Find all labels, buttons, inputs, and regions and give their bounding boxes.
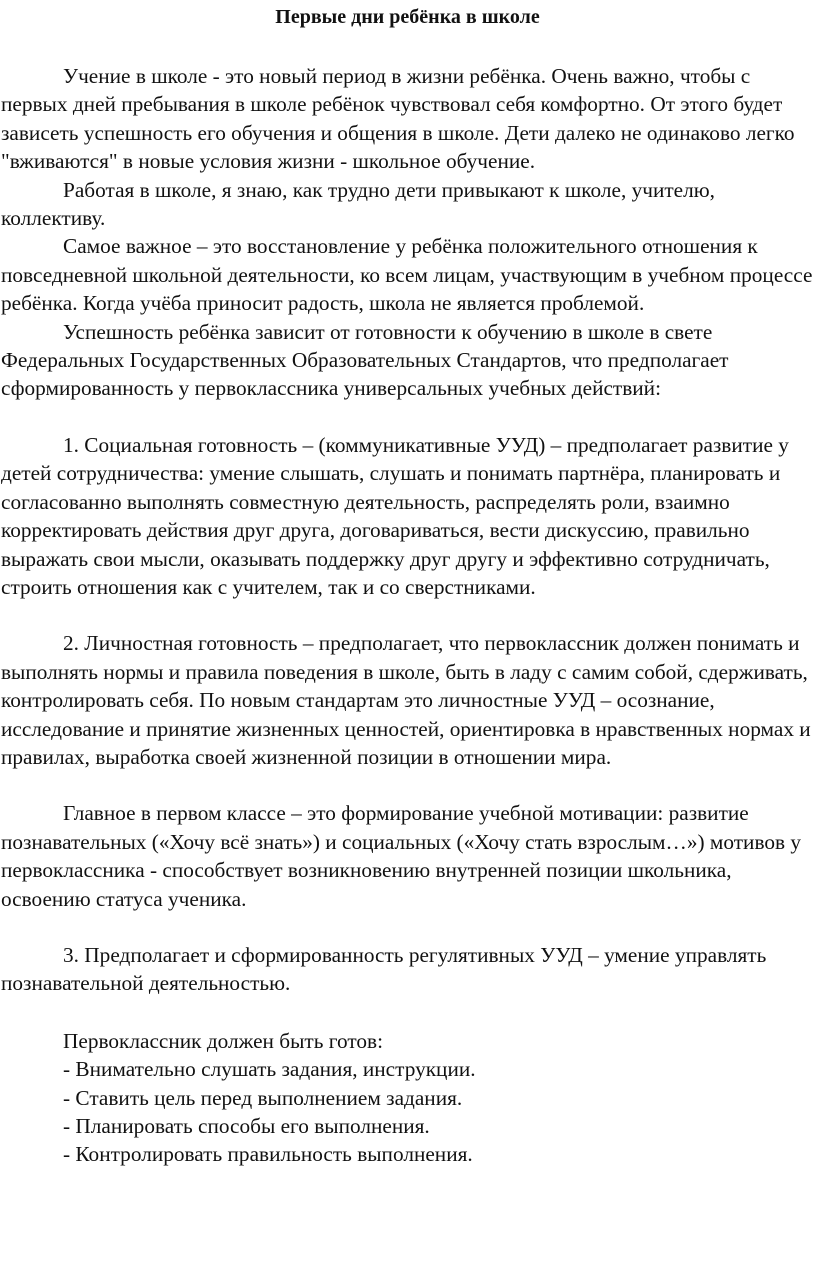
paragraph-regulatory: 3. Предполагает и сформированность регулятивных УУД – умение управлять познавательной деятельностью. <box>1 942 767 996</box>
list-item: - Контролировать правильность выполнения. <box>63 1142 473 1167</box>
paragraph-intro: Учение в школе - это новый период в жизни ребёнка. Очень важно, чтобы с первых дней пребывания в школе ребёнок чувствовал себя комфортно. От этого будет зависеть успешность его обучения и общения в школе. Дети далеко не одинаково легко "вживаются" в новые условия жизни - школьное обучение. <box>1 64 795 174</box>
list-item: - Внимательно слушать задания, инструкции. <box>63 1057 476 1082</box>
readiness-list <box>1 1055 814 1169</box>
paragraph-experience: Работая в школе, я знаю, как трудно дети привыкают к школе, учителю, коллективу. <box>1 177 715 231</box>
paragraph-social-readiness: 1. Социальная готовность – (коммуникативные УУД) – предполагает развитие у детей сотрудничества: умение слышать, слушать и понимать партнёра, планировать и согласованно выполнять совместную деятельность, распределять роли, взаимно корректировать действия друг друга, договариваться, вести дискуссию, правильно выражать свои мысли, оказывать поддержку друг другу и эффективно сотрудничать, строить отношения как с учителем, так и со сверстниками. <box>1 432 789 599</box>
document-title: Первые дни ребёнка в школе <box>275 6 540 28</box>
paragraph-motivation: Главное в первом классе – это формирование учебной мотивации: развитие познавательных («Хочу всё знать») и социальных («Хочу стать взрослым…») мотивов у первоклассника - способствует возникновению внутренней позиции школьника, освоению статуса ученика. <box>1 801 802 911</box>
list-item: - Ставить цель перед выполнением задания. <box>63 1085 463 1110</box>
paragraph-important: Самое важное – это восстановление у ребёнка положительного отношения к повседневной школьной деятельности, ко всем лицам, участвующим в учебном процессе ребёнка. Когда учёба приносит радость, школа не является проблемой. <box>1 234 813 316</box>
document-body <box>1 62 814 1169</box>
list-item: - Планировать способы его выполнения. <box>63 1114 430 1138</box>
list-intro: Первоклассник должен быть готов: <box>63 1028 383 1053</box>
paragraph-success: Успешность ребёнка зависит от готовности к обучению в школе в свете Федеральных Государственных Образовательных Стандартов, что предполагает сформированность у первоклассника универсальных учебных действий: <box>1 319 729 401</box>
paragraph-personal-readiness: 2. Личностная готовность – предполагает, что первоклассник должен понимать и выполнять нормы и правила поведения в школе, быть в ладу с самим собой, сдерживать, контролировать себя. По новым стандартам это личностные УУД – осознание, исследование и принятие жизненных ценностей, ориентировка в нравственных нормах и правилах, выработка своей жизненной позиции в отношении мира. <box>1 631 811 769</box>
